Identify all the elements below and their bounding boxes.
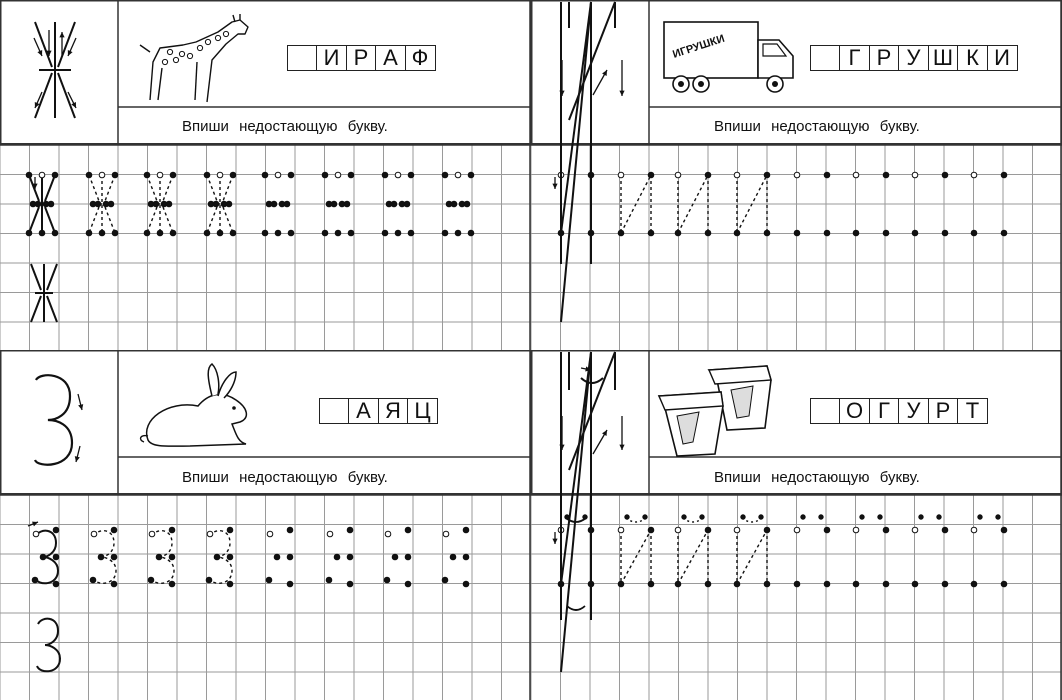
truck-hub: [698, 81, 704, 87]
word-letter: Г: [869, 398, 900, 424]
tracing-dot: [883, 172, 889, 178]
tracing-dot: [347, 581, 353, 587]
tracing-dot: [405, 581, 411, 587]
instruction-text: Впиши недостающую букву.: [714, 118, 920, 135]
quadrant-letter-i: [531, 0, 1062, 350]
tracing-dot: [942, 172, 948, 178]
tracing-dot: [287, 527, 293, 533]
tracing-dot: [682, 515, 686, 519]
tracing-dot: [971, 172, 977, 178]
tracing-dot: [213, 201, 219, 207]
tracing-dot: [734, 581, 740, 587]
tracing-dot: [157, 172, 163, 178]
tracing-dot: [464, 201, 470, 207]
tracing-solid-stroke: [45, 207, 55, 233]
tracing-dot: [32, 577, 38, 583]
tracing-dot: [705, 581, 711, 587]
word-letter: К: [957, 45, 988, 71]
word-letter: У: [898, 398, 929, 424]
tracing-dot: [384, 577, 390, 583]
tracing-dot: [53, 527, 59, 533]
tracing-dot: [170, 172, 176, 178]
tracing-dot: [705, 172, 711, 178]
tracing-dot: [86, 172, 92, 178]
tracing-dot: [170, 230, 176, 236]
word-toys[interactable]: [811, 45, 1018, 71]
tracing-dot: [322, 230, 328, 236]
tracing-dot: [347, 554, 353, 560]
tracing-solid-stroke: [29, 175, 39, 201]
tracing-dot: [764, 581, 770, 587]
tracing-dot: [284, 201, 290, 207]
tracing-dot: [764, 230, 770, 236]
tracing-dot: [271, 201, 277, 207]
tracing-dot: [405, 554, 411, 560]
tracing-dot: [734, 172, 740, 178]
tracing-dot: [794, 581, 800, 587]
tracing-dot: [937, 515, 941, 519]
tracing-dot: [971, 527, 977, 533]
tracing-dot: [442, 577, 448, 583]
tracing-dot: [1001, 230, 1007, 236]
z-grid-and-tracing: [0, 350, 531, 700]
tracing-dot: [288, 230, 294, 236]
tracing-dashed-stroke: [621, 530, 651, 584]
zh-grid-and-tracing: [0, 0, 531, 350]
tracing-dot: [108, 201, 114, 207]
tracing-dot: [26, 172, 32, 178]
tracing-dot: [157, 230, 163, 236]
tracing-dot: [824, 527, 830, 533]
tracing-dot: [764, 172, 770, 178]
tracing-dot: [1001, 581, 1007, 587]
word-letter: Р: [928, 398, 959, 424]
tracing-dot: [52, 172, 58, 178]
tracing-dot: [95, 201, 101, 207]
tracing-dot: [618, 230, 624, 236]
hare-eye: [232, 406, 236, 410]
quadrant-letter-z: [0, 350, 531, 700]
practice-breve: [567, 606, 585, 610]
tracing-dot: [144, 230, 150, 236]
tracing-dot: [214, 554, 220, 560]
tracing-dot: [217, 230, 223, 236]
tracing-dot: [700, 515, 704, 519]
missing-letter-box[interactable]: [319, 398, 350, 424]
word-giraffe[interactable]: [288, 45, 436, 71]
tracing-dot: [112, 230, 118, 236]
tracing-dot: [207, 531, 213, 537]
tracing-dot: [111, 527, 117, 533]
tracing-dashed-stroke: [147, 207, 157, 233]
tracing-solid-stroke: [45, 175, 55, 201]
instruction-text: Впиши недостающую букву.: [714, 469, 920, 486]
tracing-dot: [675, 230, 681, 236]
tracing-dot: [156, 554, 162, 560]
tracing-dot: [583, 515, 587, 519]
missing-letter-box[interactable]: [287, 45, 318, 71]
big-letter-zh: [34, 22, 76, 118]
tracing-dot: [675, 172, 681, 178]
tracing-dot: [53, 581, 59, 587]
tracing-dot: [912, 581, 918, 587]
word-cucumber[interactable]: [811, 398, 988, 424]
tracing-dot: [227, 581, 233, 587]
tracing-dashed-stroke: [223, 207, 233, 233]
tracing-dot: [824, 581, 830, 587]
tracing-dot: [1001, 172, 1007, 178]
tracing-dot: [52, 230, 58, 236]
yogurt-lid: [659, 392, 723, 410]
tracing-dot: [878, 515, 882, 519]
tracing-dot: [382, 172, 388, 178]
tracing-dot: [942, 230, 948, 236]
tracing-dot: [996, 515, 1000, 519]
tracing-dot: [442, 230, 448, 236]
tracing-dot: [204, 230, 210, 236]
tracing-dot: [971, 581, 977, 587]
tracing-dot: [262, 230, 268, 236]
arrow-head: [552, 184, 557, 189]
tracing-dot: [395, 230, 401, 236]
tracing-dot: [227, 554, 233, 560]
tracing-dot: [347, 527, 353, 533]
tracing-dot: [618, 527, 624, 533]
tracing-dot: [741, 515, 745, 519]
tracing-dot: [675, 581, 681, 587]
tracing-dot: [148, 577, 154, 583]
tracing-dot: [35, 201, 41, 207]
tracing-dot: [166, 201, 172, 207]
tracing-dot: [274, 554, 280, 560]
tracing-dot: [149, 531, 155, 537]
tracing-dot: [86, 230, 92, 236]
tracing-dot: [112, 172, 118, 178]
tracing-dot: [334, 554, 340, 560]
tracing-dot: [266, 577, 272, 583]
tracing-dot: [455, 172, 461, 178]
tracing-dot: [26, 230, 32, 236]
tracing-dot: [405, 527, 411, 533]
tracing-dot: [392, 554, 398, 560]
tracing-dot: [169, 581, 175, 587]
word-letter: А: [348, 398, 379, 424]
tracing-dot: [648, 230, 654, 236]
tracing-dot: [912, 172, 918, 178]
tracing-dot: [625, 515, 629, 519]
tracing-dot: [463, 527, 469, 533]
tracing-dot: [648, 172, 654, 178]
quadrant-letter-iy: [531, 350, 1062, 700]
tracing-dashed-stroke: [89, 207, 99, 233]
tracing-dot: [734, 527, 740, 533]
tracing-dot: [883, 230, 889, 236]
tracing-dot: [705, 527, 711, 533]
tracing-dot: [99, 172, 105, 178]
tracing-dot: [287, 554, 293, 560]
tracing-dot: [275, 172, 281, 178]
tracing-dot: [404, 201, 410, 207]
tracing-dot: [153, 201, 159, 207]
word-letter: Ф: [405, 45, 436, 71]
tracing-dot: [217, 172, 223, 178]
tracing-dot: [382, 230, 388, 236]
tracing-dot: [326, 577, 332, 583]
tracing-dot: [262, 172, 268, 178]
tracing-dot: [169, 527, 175, 533]
word-letter: Р: [346, 45, 377, 71]
tracing-dot: [40, 554, 46, 560]
tracing-solid-stroke: [31, 296, 41, 322]
tracing-dot: [824, 172, 830, 178]
tracing-dashed-stroke: [105, 207, 115, 233]
tracing-dot: [853, 527, 859, 533]
tracing-dot: [450, 554, 456, 560]
quadrant-letter-zh: [0, 0, 531, 350]
truck-label-text: ИГРУШКИ: [671, 32, 727, 61]
tracing-dot: [33, 531, 39, 537]
tracing-dot: [267, 531, 273, 537]
tracing-dot: [853, 230, 859, 236]
tracing-dot: [794, 172, 800, 178]
tracing-dot: [39, 172, 45, 178]
tracing-dot: [1001, 527, 1007, 533]
tracing-dot: [385, 531, 391, 537]
tracing-dashed-stroke: [207, 207, 217, 233]
tracing-dot: [468, 230, 474, 236]
word-letter: Г: [839, 45, 870, 71]
instruction-text: Впиши недостающую букву.: [182, 469, 388, 486]
tracing-dot: [455, 230, 461, 236]
instruction-text: Впиши недостающую букву.: [182, 118, 388, 135]
tracing-dot: [144, 172, 150, 178]
tracing-dot: [391, 201, 397, 207]
tracing-dot: [853, 581, 859, 587]
tracing-dot: [331, 201, 337, 207]
tracing-dot: [643, 515, 647, 519]
tracing-dot: [348, 172, 354, 178]
missing-letter-box[interactable]: [810, 45, 841, 71]
tracing-dot: [230, 230, 236, 236]
tracing-dashed-stroke: [163, 207, 173, 233]
tracing-dot: [91, 531, 97, 537]
tracing-dot: [942, 581, 948, 587]
tracing-dot: [204, 172, 210, 178]
word-letter: А: [375, 45, 406, 71]
word-hare[interactable]: [320, 398, 438, 424]
tracing-dot: [853, 172, 859, 178]
tracing-dot: [111, 581, 117, 587]
tracing-dot: [675, 527, 681, 533]
word-letter: Р: [869, 45, 900, 71]
tracing-dot: [468, 172, 474, 178]
tracing-dashed-stroke: [105, 175, 115, 201]
tracing-dot: [759, 515, 763, 519]
tracing-dashed-stroke: [163, 175, 173, 201]
tracing-dot: [443, 531, 449, 537]
tracing-dot: [463, 554, 469, 560]
word-letter: Т: [957, 398, 988, 424]
tracing-dot: [344, 201, 350, 207]
word-letter: И: [316, 45, 347, 71]
tracing-dot: [408, 230, 414, 236]
tracing-dot: [48, 201, 54, 207]
tracing-dot: [39, 230, 45, 236]
tracing-dot: [287, 581, 293, 587]
tracing-dot: [618, 581, 624, 587]
tracing-dot: [327, 531, 333, 537]
tracing-dot: [883, 527, 889, 533]
tracing-dot: [912, 230, 918, 236]
tracing-solid-stroke: [37, 619, 60, 672]
tracing-solid-stroke: [47, 296, 57, 322]
tracing-dashed-stroke: [207, 175, 217, 201]
tracing-dot: [648, 581, 654, 587]
tracing-dashed-stroke: [678, 530, 708, 584]
tracing-dot: [451, 201, 457, 207]
tracing-dot: [794, 527, 800, 533]
tracing-solid-stroke: [31, 264, 41, 290]
tracing-dot: [227, 527, 233, 533]
tracing-solid-stroke: [29, 207, 39, 233]
truck-hub: [772, 81, 778, 87]
tracing-dot: [883, 581, 889, 587]
tracing-dot: [618, 172, 624, 178]
missing-letter-box[interactable]: [810, 398, 841, 424]
grid-lines: [531, 495, 1062, 700]
tracing-dot: [942, 527, 948, 533]
tracing-dot: [734, 230, 740, 236]
tracing-dot: [335, 230, 341, 236]
tracing-dot: [794, 230, 800, 236]
tracing-dot: [408, 172, 414, 178]
word-letter: Ш: [928, 45, 959, 71]
tracing-dot: [395, 172, 401, 178]
tracing-dot: [463, 581, 469, 587]
tracing-solid-stroke: [47, 264, 57, 290]
tracing-dot: [919, 515, 923, 519]
tracing-dot: [648, 527, 654, 533]
tracing-dot: [335, 172, 341, 178]
word-letter: Я: [378, 398, 409, 424]
tracing-dashed-stroke: [223, 175, 233, 201]
truck-hub: [678, 81, 684, 87]
tracing-dashed-stroke: [147, 175, 157, 201]
tracing-dot: [288, 172, 294, 178]
tracing-dot: [801, 515, 805, 519]
tracing-dot: [98, 554, 104, 560]
word-letter: И: [987, 45, 1018, 71]
tracing-dot: [912, 527, 918, 533]
tracing-dot: [226, 201, 232, 207]
tracing-dot: [819, 515, 823, 519]
arrow-head: [552, 539, 557, 544]
tracing-dot: [53, 554, 59, 560]
z-practice-row: [37, 619, 60, 672]
tracing-dot: [442, 172, 448, 178]
tracing-dashed-stroke: [89, 175, 99, 201]
yogurt-lid: [709, 366, 771, 384]
tracing-dot: [978, 515, 982, 519]
tracing-dot: [206, 577, 212, 583]
tracing-dashed-stroke: [737, 530, 767, 584]
tracing-dot: [275, 230, 281, 236]
tracing-dot: [322, 172, 328, 178]
word-letter: У: [898, 45, 929, 71]
tracing-dot: [705, 230, 711, 236]
word-letter: О: [839, 398, 870, 424]
tracing-dot: [169, 554, 175, 560]
tracing-dot: [111, 554, 117, 560]
word-letter: Ц: [407, 398, 438, 424]
tracing-dot: [824, 230, 830, 236]
tracing-dot: [971, 230, 977, 236]
tracing-dot: [860, 515, 864, 519]
tracing-dot: [90, 577, 96, 583]
tracing-dot: [230, 172, 236, 178]
tracing-dot: [565, 515, 569, 519]
grid-lines: [0, 495, 531, 700]
tracing-dot: [348, 230, 354, 236]
tracing-dot: [764, 527, 770, 533]
tracing-dot: [99, 230, 105, 236]
